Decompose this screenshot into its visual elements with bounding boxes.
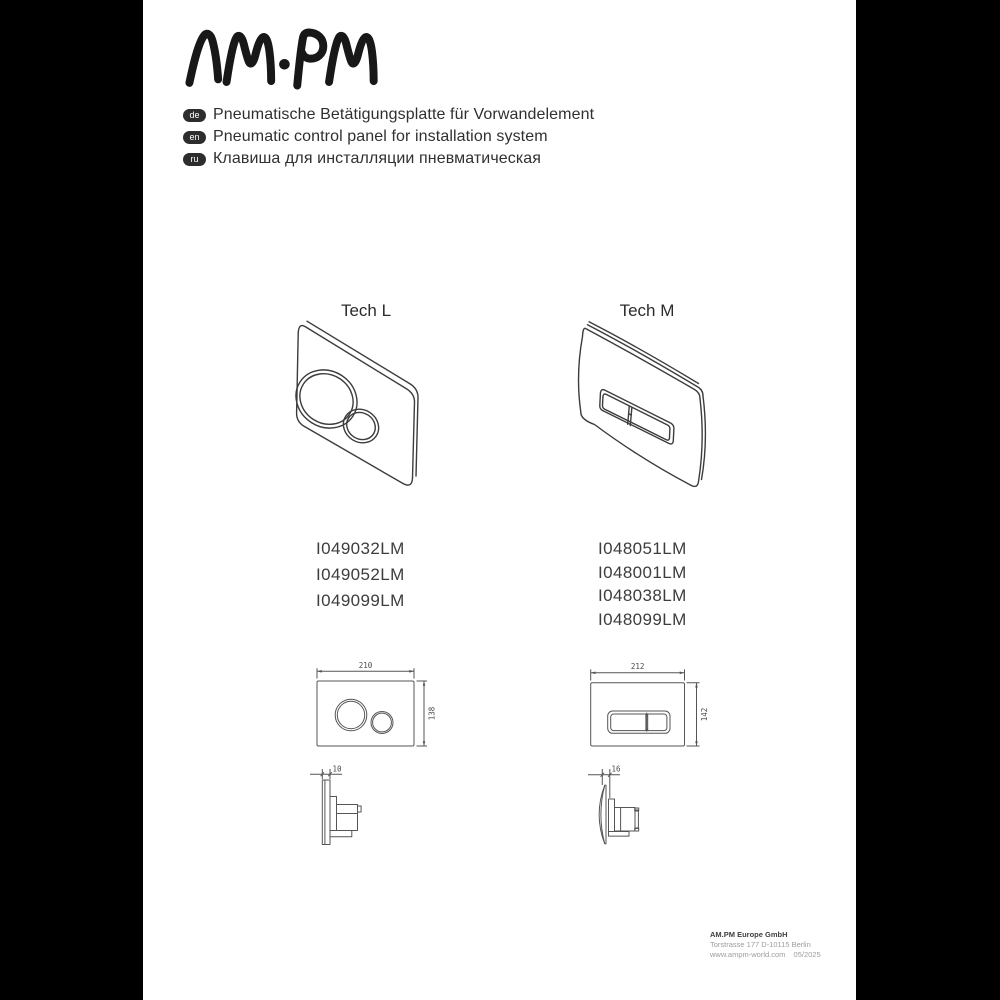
language-badge-ru: ru [183, 153, 206, 166]
language-badge-de: de [183, 109, 206, 122]
dimension-extension-lines-right [687, 683, 700, 746]
tech-l-front-big-button-outer [335, 699, 367, 731]
tech-l-width-label: 210 [358, 660, 373, 670]
tech-l-side-bottom-slab [330, 831, 352, 837]
logo-letter-m1 [227, 36, 272, 82]
language-list [183, 104, 594, 170]
tech-l-front-plate [317, 681, 414, 746]
tech-m-code-list [598, 537, 687, 631]
tech-l-side-flange [330, 797, 337, 831]
language-text-en: Pneumatic control panel for installation system [213, 128, 548, 145]
tech-m-code: I048099LM [598, 609, 687, 629]
tech-l-code: I049032LM [316, 539, 405, 558]
datasheet-page [143, 0, 856, 1000]
tech-m-side-endcap [635, 810, 638, 829]
logo-dot [279, 59, 290, 70]
footer-address: Torstrasse 177 D-10115 Berlin [710, 939, 811, 949]
arrowhead [423, 741, 426, 746]
tech-l-small-button-inner [342, 407, 381, 445]
tech-l-side-pipe-cap [358, 806, 362, 812]
arrowhead [680, 672, 685, 675]
tech-m-width-label: 212 [630, 662, 645, 672]
footer-web-date [710, 950, 821, 960]
tech-l-depth-label: 10 [332, 764, 342, 774]
language-text-de: Pneumatische Betätigungsplatte für Vorwandelement [213, 106, 595, 123]
tech-l-front-small-button-inner [373, 713, 392, 732]
logo-letter-m2 [329, 36, 374, 82]
arrowhead [695, 683, 698, 688]
arrowhead [317, 670, 322, 673]
tech-m-depth-label: 16 [611, 764, 621, 774]
tech-m-plate-thickness-edge [588, 325, 706, 480]
tech-m-side-plate-back [605, 785, 606, 844]
footer-issue-date: 05/2025 [793, 949, 821, 959]
footer-website: www.ampm-world.com [710, 949, 786, 959]
tech-l-plate-face [297, 326, 415, 486]
language-row-de [183, 104, 594, 126]
tech-l-small-button-outer [337, 403, 385, 450]
tech-l-side-plate [322, 780, 330, 845]
tech-m-height-label: 142 [700, 707, 709, 722]
logo-letter-a [189, 34, 218, 83]
ampm-logo [185, 28, 375, 90]
dimension-extension-lines-right [417, 681, 428, 746]
tech-l-front-small-button-outer [371, 712, 393, 734]
arrowhead [591, 672, 596, 675]
arrowhead [409, 670, 414, 673]
language-badge-en: en [183, 131, 206, 144]
tech-m-side-flange [609, 799, 615, 832]
tech-l-code: I049052LM [316, 565, 405, 584]
arrowhead [695, 741, 698, 746]
tech-m-side-bottom-slab [609, 832, 630, 837]
tech-m-side-dimension-drawing [583, 758, 663, 858]
product-title-tech-l: Tech L [340, 301, 392, 320]
tech-l-side-mechanism-box [337, 814, 358, 831]
logo-letter-p [297, 32, 323, 85]
tech-m-plate-top-hairline [589, 322, 699, 384]
tech-l-plate-thickness-edge [307, 321, 418, 476]
tech-l-side-pipe [337, 805, 358, 814]
tech-l-front-big-button-inner [337, 701, 364, 728]
footer [710, 930, 821, 959]
tech-m-front-button-inner [611, 714, 667, 731]
language-row-en [183, 126, 594, 148]
tech-l-code: I049099LM [316, 591, 405, 610]
language-row-ru [183, 148, 594, 170]
footer-company: AM.PM Europe GmbH [710, 930, 788, 939]
tech-m-code: I048051LM [598, 539, 687, 558]
tech-l-perspective-drawing [290, 320, 430, 495]
tech-m-side-mechanism-box [615, 808, 636, 832]
tech-l-front-dimension-drawing [300, 655, 445, 760]
tech-l-side-dimension-drawing [305, 758, 385, 858]
tech-l-code-list [316, 536, 405, 614]
tech-m-side-plate-curved-face [599, 785, 605, 844]
tech-m-perspective-drawing [575, 320, 720, 500]
tech-m-code: I048001LM [598, 562, 687, 582]
tech-l-height-label: 138 [427, 706, 437, 721]
tech-m-front-dimension-drawing [580, 655, 725, 760]
language-text-ru: Клавиша для инсталляции пневматическая [213, 150, 542, 167]
arrowhead [423, 681, 426, 686]
product-title-tech-m: Tech M [619, 301, 675, 320]
tech-m-code: I048038LM [598, 586, 687, 605]
